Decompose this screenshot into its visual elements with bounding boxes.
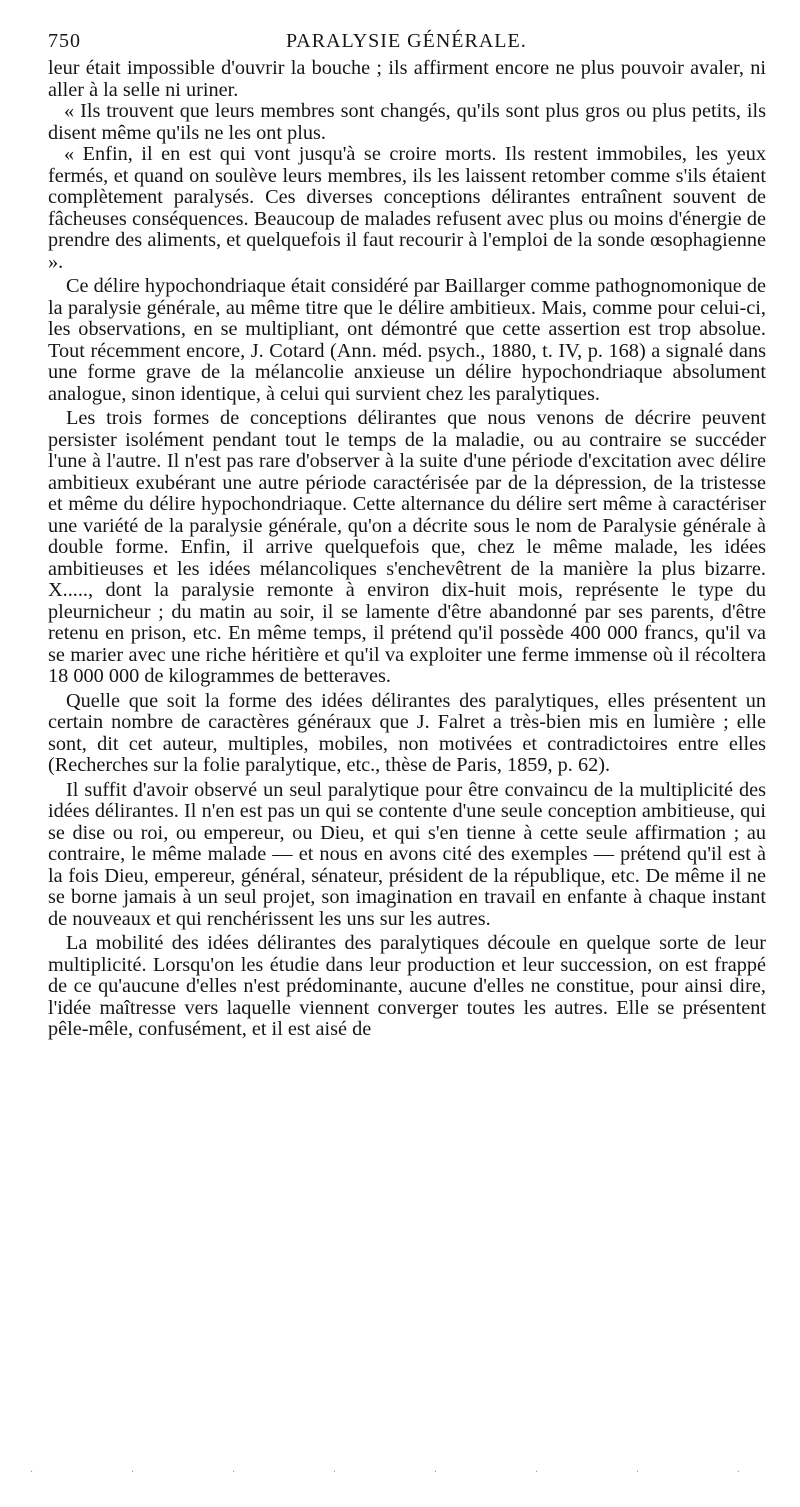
paragraph-7: Il suffit d'avoir observé un seul paralytique pour être convaincu de la multiplicité des idées délirantes. Il n'en est pas un qui se contente d'une seule conception ambitieuse, qui se dise ou roi, ou empereur, ou Dieu, et qui s'en tienne à cette seule affirmation ; au contraire, le même malade — et nous en avons cité des exemples — prétend qu'il est à la fois Dieu, empereur, général, sénateur, président de la république, etc. De même il ne se borne jamais à un seul projet, son imagination en travail en enfante à chaque instant de nouveaux et qui renchérissent les uns sur les autres.: [48, 778, 766, 930]
body-text: [48, 58, 766, 1041]
paragraph-2: « Ils trouvent que leurs membres sont changés, qu'ils sont plus gros ou plus petits, ils disent même qu'ils ne les ont plus.: [48, 100, 766, 144]
scan-mark: ·: [130, 1466, 135, 1478]
paragraph-3: « Enfin, il en est qui vont jusqu'à se croire morts. Ils restent immobiles, les yeux fermés, et quand on soulève leurs membres, ils les laissent retomber comme s'ils étaient complètement paralysés. Ces diverses conceptions délirantes entraînent souvent de fâcheuses conséquences. Beaucoup de malades refusent avec plus ou moins d'énergie de prendre des aliments, et quelquefois il faut recourir à l'emploi de la sonde œsophagienne ».: [48, 143, 766, 273]
page-number: 750: [48, 30, 81, 52]
scan-mark: ·: [231, 1466, 236, 1478]
paragraph-4: Ce délire hypochondriaque était considéré par Baillarger comme pathognomonique de la paralysie générale, au même titre que le délire ambitieux. Mais, comme pour celui-ci, les observations, en se multipliant, ont démontré que cette assertion est trop absolue. Tout récemment encore, J. Cotard (Ann. méd. psych., 1880, t. IV, p. 168) a signalé dans une forme grave de la mélancolie anxieuse un délire hypochondriaque absolument analogue, sinon identique, à celui qui survient chez les paralytiques.: [48, 275, 766, 405]
paragraph-5: Les trois formes de conceptions délirantes que nous venons de décrire peuvent persister isolément pendant tout le temps de la maladie, ou au contraire se succéder l'une à l'autre. Il n'est pas rare d'observer à la suite d'une période d'excitation avec délire ambitieux exubérant une autre période caractérisée par de la dépression, de la tristesse et même du délire hypochondriaque. Cette alternance du délire sert même à caractériser une variété de la paralysie générale, qu'on a décrite sous le nom de Paralysie générale à double forme. Enfin, il arrive quelquefois que, chez le même malade, les idées ambitieuses et les idées mélancoliques s'enchevêtrent de la manière la plus bizarre. X....., dont la paralysie remonte à environ dix-huit mois, représente le type du pleurnicheur ; du matin au soir, il se lamente d'être abandonné par ses parents, d'être retenu en prison, etc. En même temps, il prétend qu'il possède 400 000 francs, qu'il va se marier avec une riche héritière et qu'il va exploiter une ferme immense où il récoltera 18 000 000 de kilogrammes de betteraves.: [48, 407, 766, 687]
scan-mark: ·: [433, 1466, 438, 1478]
paragraph-1: leur était impossible d'ouvrir la bouche ; ils affirment encore ne plus pouvoir avaler, ni aller à la selle ni uriner.: [48, 57, 766, 101]
running-header: [48, 30, 766, 58]
scan-mark: ·: [635, 1466, 639, 1478]
scan-mark: ·: [30, 1466, 34, 1478]
scan-footer-marks: [30, 1468, 740, 1476]
paragraph-6: Quelle que soit la forme des idées délirantes des paralytiques, elles présentent un certain nombre de caractères généraux que J. Falret a très-bien mis en lumière ; elle sont, dit cet auteur, multiples, mobiles, non motivées et contradictoires entre elles (Recherches sur la folie paralytique, etc., thèse de Paris, 1859, p. 62).: [48, 689, 766, 776]
paragraph-8: La mobilité des idées délirantes des paralytiques découle en quelque sorte de leur multiplicité. Lorsqu'on les étudie dans leur production et leur succession, on est frappé de ce qu'aucune d'elles n'est prédominante, aucune d'elles ne constitue, pour ainsi dire, l'idée maîtresse vers laquelle viennent converger toutes les autres. Elle se présentent pêle-mêle, confusément, et il est aisé de: [48, 932, 766, 1040]
scan-mark: ·: [736, 1466, 740, 1478]
scan-mark: ·: [332, 1466, 337, 1478]
document-page: [48, 30, 766, 1041]
scan-mark: ·: [534, 1466, 539, 1478]
running-title: PARALYSIE GÉNÉRALE.: [286, 30, 527, 52]
